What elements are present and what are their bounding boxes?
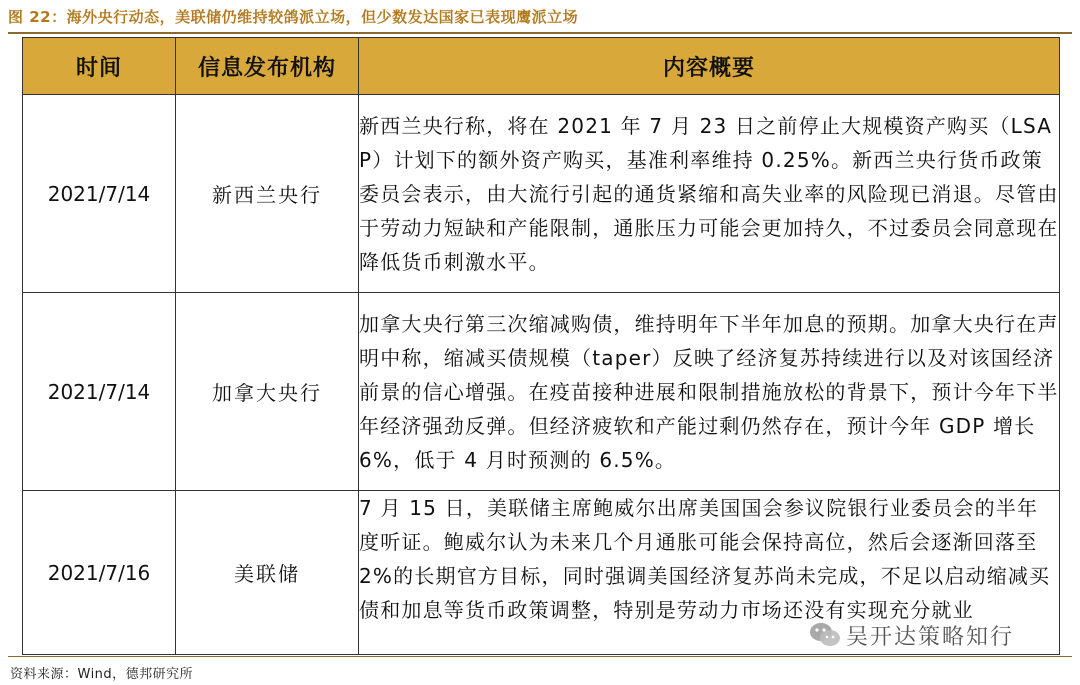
caption-divider bbox=[8, 32, 1072, 34]
header-time: 时间 bbox=[23, 38, 176, 95]
central-bank-table bbox=[22, 37, 1060, 655]
wechat-logo-icon bbox=[808, 620, 842, 650]
row-date: 2021/7/14 bbox=[23, 95, 176, 293]
table-header-row bbox=[23, 38, 1060, 95]
table-row bbox=[23, 293, 1060, 491]
row-date: 2021/7/16 bbox=[23, 491, 176, 655]
source-note: 资料来源：Wind，德邦研究所 bbox=[10, 667, 194, 682]
table-row bbox=[23, 95, 1060, 293]
header-org: 信息发布机构 bbox=[176, 38, 359, 95]
footer-divider bbox=[8, 656, 1072, 657]
row-content: 加拿大央行第三次缩减购债，维持明年下半年加息的预期。加拿大央行在声明中称，缩减买债规模（taper）反映了经济复苏持续进行以及对该国经济前景的信心增强。在疫苗接种进展和限制措施放松的背景下，预计今年下半年经济强劲反弹。但经济疲软和产能过剩仍然存在，预计今年 GDP 增长 6%，低于 4 月时预测的 6.5%。 bbox=[359, 293, 1060, 491]
watermark-text: 吴开达策略知行 bbox=[846, 624, 1015, 650]
watermark bbox=[808, 618, 1058, 652]
row-content: 7 月 15 日，美联储主席鲍威尔出席美国国会参议院银行业委员会的半年度听证。鲍威尔认为未来几个月通胀可能会保持高位，然后会逐渐回落至 2%的长期官方目标，同时强调美国经济复苏尚未完成，不足以启动缩减买债和加息等货币政策调整，特别是劳动力市场还没有实现充分就业 bbox=[359, 491, 1060, 655]
header-summary: 内容概要 bbox=[359, 38, 1060, 95]
row-date: 2021/7/14 bbox=[23, 293, 176, 491]
row-org: 加拿大央行 bbox=[176, 293, 359, 491]
figure-caption: 图 22：海外央行动态，美联储仍维持较鸽派立场，但少数发达国家已表现鹰派立场 bbox=[8, 8, 579, 26]
row-org: 美联储 bbox=[176, 491, 359, 655]
row-content: 新西兰央行称，将在 2021 年 7 月 23 日之前停止大规模资产购买（LSAP）计划下的额外资产购买，基准利率维持 0.25%。新西兰央行货币政策委员会表示，由大流行引起的通货紧缩和高失业率的风险现已消退。尽管由于劳动力短缺和产能限制，通胀压力可能会更加持久，不过委员会同意现在降低货币刺激水平。 bbox=[359, 95, 1060, 293]
row-org: 新西兰央行 bbox=[176, 95, 359, 293]
